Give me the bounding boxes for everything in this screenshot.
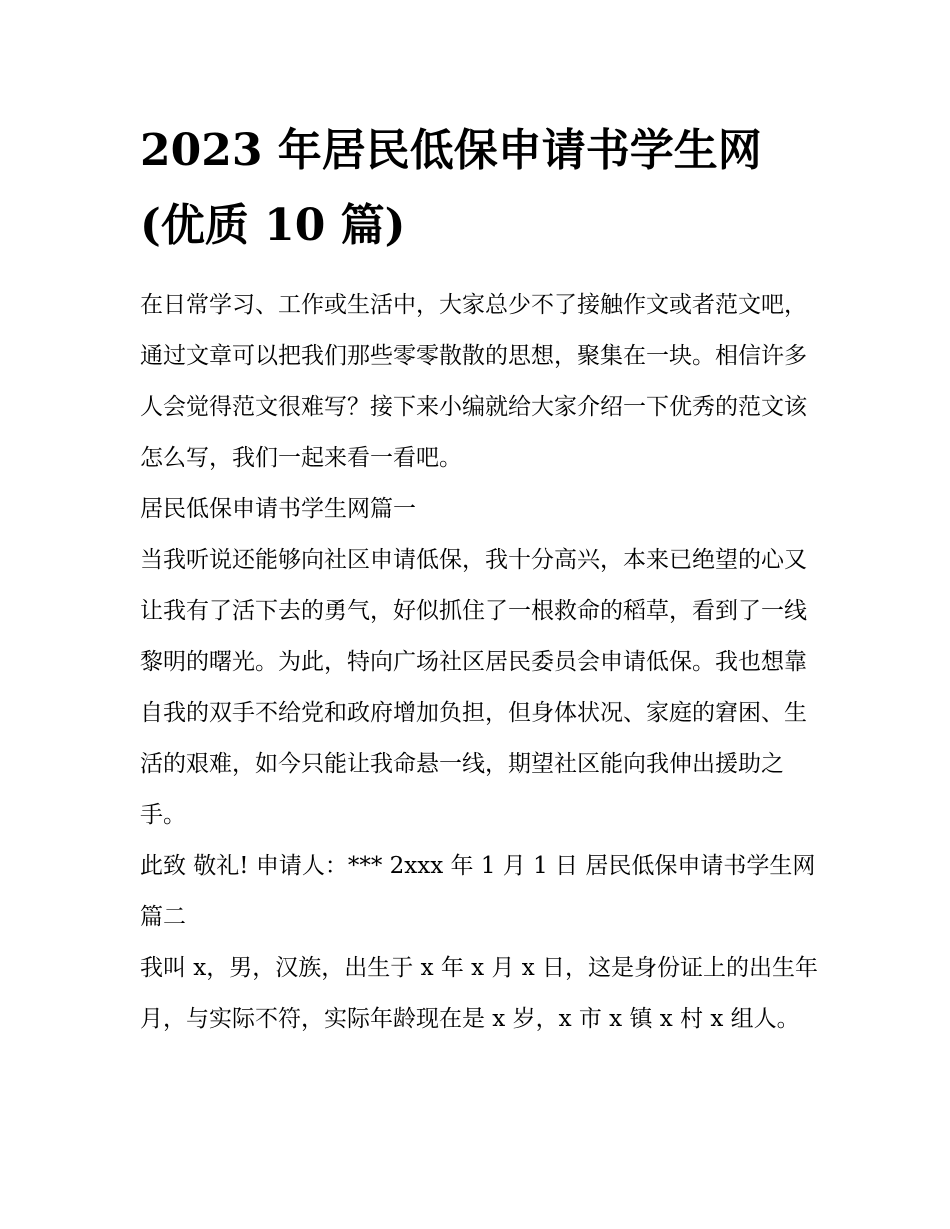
closing-paragraph: 此致 敬礼! 申请人：*** 2xxx 年 1 月 1 日 居民低保申请书学生网篇二 [140,853,816,930]
document-body [140,280,820,1045]
document-title: 2023 年居民低保申请书学生网(优质 10 篇) [140,125,762,251]
intro-paragraph: 在日常学习、工作或生活中，大家总少不了接触作文或者范文吧，通过文章可以把我们那些零零散散的思想，聚集在一块。相信许多人会觉得范文很难写？接下来小编就给大家介绍一下优秀的范文该怎么写，我们一起来看一看吧。 [140,292,807,471]
section-heading-1: 居民低保申请书学生网篇一 [140,496,416,522]
body-paragraph-1: 当我听说还能够向社区申请低保，我十分高兴，本来已绝望的心又让我有了活下去的勇气，好似抓住了一根救命的稻草，看到了一线黎明的曙光。为此，特向广场社区居民委员会申请低保。我也想靠自我的双手不给党和政府增加负担，但身体状况、家庭的窘困、生活的艰难，如今只能让我命悬一线，期望社区能向我伸出援助之手。 [140,547,807,828]
body-paragraph-2: 我叫 x，男，汉族，出生于 x 年 x 月 x 日，这是身份证上的出生年月，与实际不符，实际年龄现在是 x 岁，x 市 x 镇 x 村 x 组人。 [140,955,819,1032]
